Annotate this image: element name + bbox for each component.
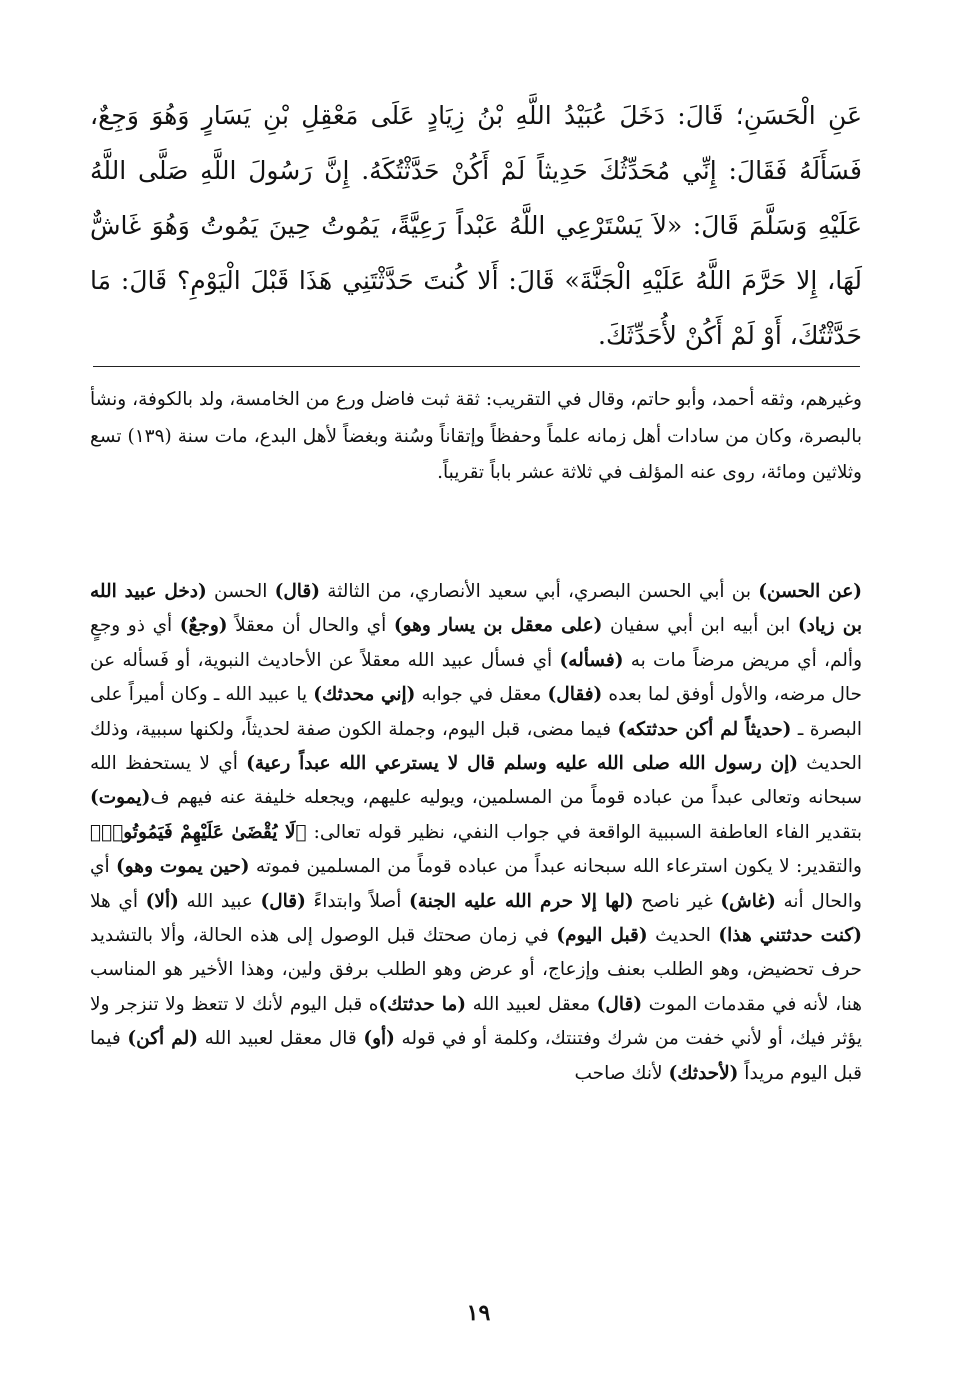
footnote-paragraph: وغيرهم، وثقه أحمد، وأبو حاتم، وقال في التقريب: ثقة ثبت فاضل ورع من الخامسة، ولد بالكوفة، ونشأ بالبصرة، وكان من سادات أهل زمانه علماً وحفظاً وإتقاناً وسُنة وبغضاً لأهل البدع، مات سنة (١٣٩) تسع وثلاثين ومائة، روى عنه المؤلف في ثلاثة عشر باباً تقريباً. (90, 389, 862, 483)
commentary-explanation: الحسن (206, 581, 275, 602)
commentary-lemma: (وجعٌ) (179, 615, 228, 637)
hadith-text-block (90, 88, 862, 363)
commentary-lemma: (حديثاً لم أكن حدثتكه) (617, 718, 792, 740)
commentary-explanation: أي لا يستحفظ الله سبحانه وتعالى عبداً من عباده قوماً من المسلمين، ويوليه عليهم، ويجعله خليفة عنه فيهم ف (90, 753, 862, 809)
commentary-lemma: (إني محدثك) (313, 684, 416, 706)
commentary-lemma: (حين يموت وهو) (116, 856, 250, 878)
commentary-explanation: أصلاً وابتداءً (305, 890, 409, 912)
commentary-lemma: (قبل اليوم) (556, 925, 648, 947)
commentary-explanation: فيما قبل اليوم مريداً (90, 1028, 862, 1084)
commentary-lemma: (إن رسول الله صلى الله عليه وسلم قال لا يسترعي الله عبداً رعية) (246, 753, 798, 775)
commentary-explanation: والتقدير: لا يكون استرعاء الله سبحانه عبداً من عباده قوماً من المسلمين فموته (249, 856, 862, 878)
commentary-lemma: (ما حدثتك) (378, 993, 467, 1015)
commentary-lemma: (ألا) (145, 890, 179, 912)
commentary-explanation: غير ناصح (633, 890, 721, 912)
commentary-lemma: (فقال) (547, 684, 603, 706)
hadith-paragraph: عَنِ الْحَسَنِ؛ قَالَ: دَخَلَ عُبَيْدُ اللَّهِ بْنُ زِيَادٍ عَلَى مَعْقِلِ بْنِ يَسَارٍ وَهُوَ وَجِعٌ، فَسَأَلَهُ فَقَالَ: إِنِّي مُحَدِّثُكَ حَدِيثاً لَمْ أَكُنْ حَدَّثْتُكَهُ. إِنَّ رَسُولَ اللَّهِ صَلَّى اللَّهُ عَلَيْهِ وَسَلَّمَ قَالَ: «لاَ يَسْتَرْعِي اللَّهُ عَبْداً رَعِيَّةً، يَمُوتُ حِينَ يَمُوتُ وَهُوَ غَاشٌّ لَهَا، إِلا حَرَّمَ اللَّهُ عَلَيْهِ الْجَنَّةَ» قَالَ: أَلا كُنتَ حَدَّثْتَنِي هَذَا قَبْلَ الْيَوْمِ؟ قَالَ: مَا حَدَّثْتُكَ، أَوْ لَمْ أَكُنْ لأُحَدِّثَكَ. (90, 101, 862, 350)
commentary-block (90, 575, 862, 1091)
commentary-explanation: أي والحال أن معقلاً (227, 615, 394, 637)
commentary-lemma: (لأحدثك) (668, 1062, 739, 1084)
commentary-lemma: (قال) (260, 890, 306, 912)
commentary-explanation: أي فسأل عبيد الله معقلاً عن الأحاديث النبوية، أو فَسأله عن حال مرضه، والأول أوفق لما بعده (90, 649, 862, 706)
commentary-explanation: معقل في جوابه (415, 684, 548, 706)
commentary-lemma: (عن الحسن) (758, 581, 862, 602)
commentary-explanation: فيما مضى، قبل اليوم، وجملة الكون صفة لحديثاً، ولكنها سببية، وذلك الحديث (90, 718, 862, 775)
footnote-block (90, 382, 862, 492)
commentary-lemma: (يموت) (90, 787, 151, 809)
commentary-explanation: بن أبي الحسن البصري، أبي سعيد الأنصاري، من الثالثة (320, 581, 759, 602)
commentary-lemma: (أو) (363, 1028, 395, 1050)
commentary-lemma: (لها إلا حرم الله عليه الجنة) (408, 890, 634, 912)
commentary-explanation: عبيد الله (178, 890, 261, 912)
commentary-explanation: معقل لعبيد الله (466, 993, 597, 1015)
commentary-explanation: ه قبل اليوم لأنك لا تتعظ ولا تنزجر ولا يؤثر فيك، أو لأني خفت من شرك وفتنتك، وكلمة أو في قوله (90, 993, 862, 1050)
commentary-explanation: في زمان صحتك قبل الوصول إلى هذه الحالة، وألا بالتشديد حرف تحضيض، وهو الطلب بعنف وإزعاج، أو عرض وهو الطلب برفق ولين، وهذا الأخير هو المناسب هنا، لأنه في مقدمات الموت (90, 925, 863, 1015)
footnote-separator-line (93, 366, 860, 367)
commentary-lemma: (قال) (596, 993, 643, 1015)
page-number: ١٩ (466, 1300, 491, 1326)
commentary-explanation: ابن أبيه ابن أبي سفيان (602, 615, 798, 637)
commentary-lemma: (غاش) (720, 890, 776, 912)
commentary-lemma: ﴿لَا يُقْضَىٰ عَلَيْهِمْ فَيَمُوتُوا۟﴾ (90, 821, 307, 843)
commentary-lemma: (قال) (274, 581, 321, 602)
commentary-explanation: أي ذو وجعٍ وألم، أي مريض مرضاً مات به (90, 615, 862, 671)
commentary-paragraph (90, 575, 862, 1091)
commentary-lemma: (كنت حدثتني هذا) (718, 925, 862, 947)
commentary-lemma: (فسأله) (559, 649, 624, 671)
commentary-explanation: لأنك صاحب (574, 1062, 669, 1084)
commentary-explanation: الحديث (647, 925, 719, 947)
commentary-explanation: بتقدير الفاء العاطفة السببية الواقعة في جواب النفي، نظير قوله تعالى: (306, 821, 862, 843)
commentary-lemma: (لم أكن) (127, 1028, 198, 1050)
commentary-explanation: أي والحال أنه (90, 856, 862, 912)
commentary-explanation: أي هلا (90, 890, 146, 912)
commentary-lemma: (على معقل بن يسار وهو) (393, 615, 603, 637)
commentary-explanation: قال معقل لعبيد الله (198, 1028, 364, 1050)
commentary-lemma: (دخل عبيد الله بن زياد) (90, 581, 862, 637)
commentary-explanation: يا عبيد الله ـ وكان أميراً على البصرة ـ (90, 684, 863, 740)
